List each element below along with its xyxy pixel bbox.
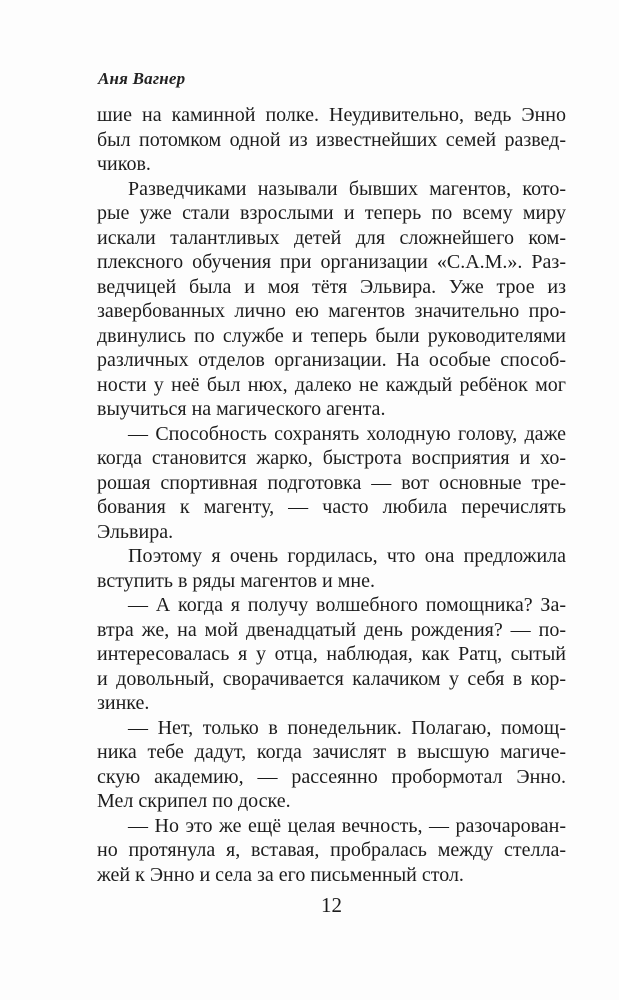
text-line: — Способность сохранять холодную голову, даже — [128, 422, 566, 445]
text-line: Поэтому я очень гордилась, что она предложила — [128, 545, 566, 567]
text-line: плексного обучения при организации «С.А.М.». Раз- — [97, 251, 566, 273]
text-line: — Но это же ещё целая вечность, — разочарован- — [128, 814, 566, 837]
paragraph — [97, 544, 566, 593]
page-number: 12 — [321, 893, 342, 917]
body-text — [97, 103, 566, 887]
text-line: был потомком одной из известнейших семей развед- — [97, 128, 566, 151]
text-line: но протянула я, вставая, пробралась между стелла- — [97, 839, 566, 861]
text-line: когда становится жарко, быстрота восприятия и хо- — [97, 447, 566, 469]
paragraph — [97, 103, 566, 177]
text-line: рошая спортивная подготовка — вот основные тре- — [97, 471, 566, 494]
text-line: жей к Энно и села за его письменный стол. — [97, 863, 464, 886]
text-line: интересовалась я у отца, наблюдая, как Ратц, сытый — [97, 643, 566, 665]
text-line: чиков. — [97, 153, 151, 175]
text-line: скую академию, — рассеянно пробормотал Энно. — [97, 765, 566, 788]
text-line: искали талантливых детей для сложнейшего ком- — [97, 226, 566, 249]
text-line: двинулись по службе и теперь были руководителями — [97, 324, 566, 347]
text-line: — Нет, только в понедельник. Полагаю, помощ- — [128, 716, 566, 739]
text-line: Эльвира. — [97, 520, 174, 543]
text-line: ника тебе дадут, когда зачислят в высшую магиче- — [97, 741, 566, 763]
text-line: зинке. — [97, 692, 150, 714]
text-line: и довольный, сворачивается калачиком у себя в кор- — [97, 667, 566, 690]
paragraph — [97, 422, 566, 545]
paragraph — [97, 814, 566, 888]
text-line: выучиться на магического агента. — [97, 398, 386, 420]
text-line: Мел скрипел по доске. — [97, 790, 291, 812]
text-line: ности у неё был нюх, далеко не каждый ребёнок мог — [97, 373, 566, 396]
text-line: Разведчиками называли бывших магентов, кото- — [128, 177, 566, 200]
paragraph — [97, 716, 566, 814]
text-line: втра же, на мой двенадцатый день рождения? — по- — [97, 618, 566, 641]
text-line: различных отделов организации. На особые способ- — [97, 349, 566, 371]
text-line: шие на каминной полке. Неудивительно, ведь Энно — [97, 104, 566, 126]
paragraph — [97, 593, 566, 716]
text-line: ведчицей была и моя тётя Эльвира. Уже трое из — [97, 275, 566, 298]
paragraph — [97, 177, 566, 422]
text-line: рые уже стали взрослыми и теперь по всему миру — [97, 202, 566, 224]
running-header: Аня Вагнер — [98, 69, 186, 88]
text-line: бования к магенту, — часто любила перечислять — [97, 496, 566, 518]
text-line: завербованных лично ею магентов значительно про- — [97, 300, 566, 322]
text-line: — А когда я получу волшебного помощника? За- — [128, 594, 566, 616]
text-line: вступить в ряды магентов и мне. — [97, 569, 375, 592]
